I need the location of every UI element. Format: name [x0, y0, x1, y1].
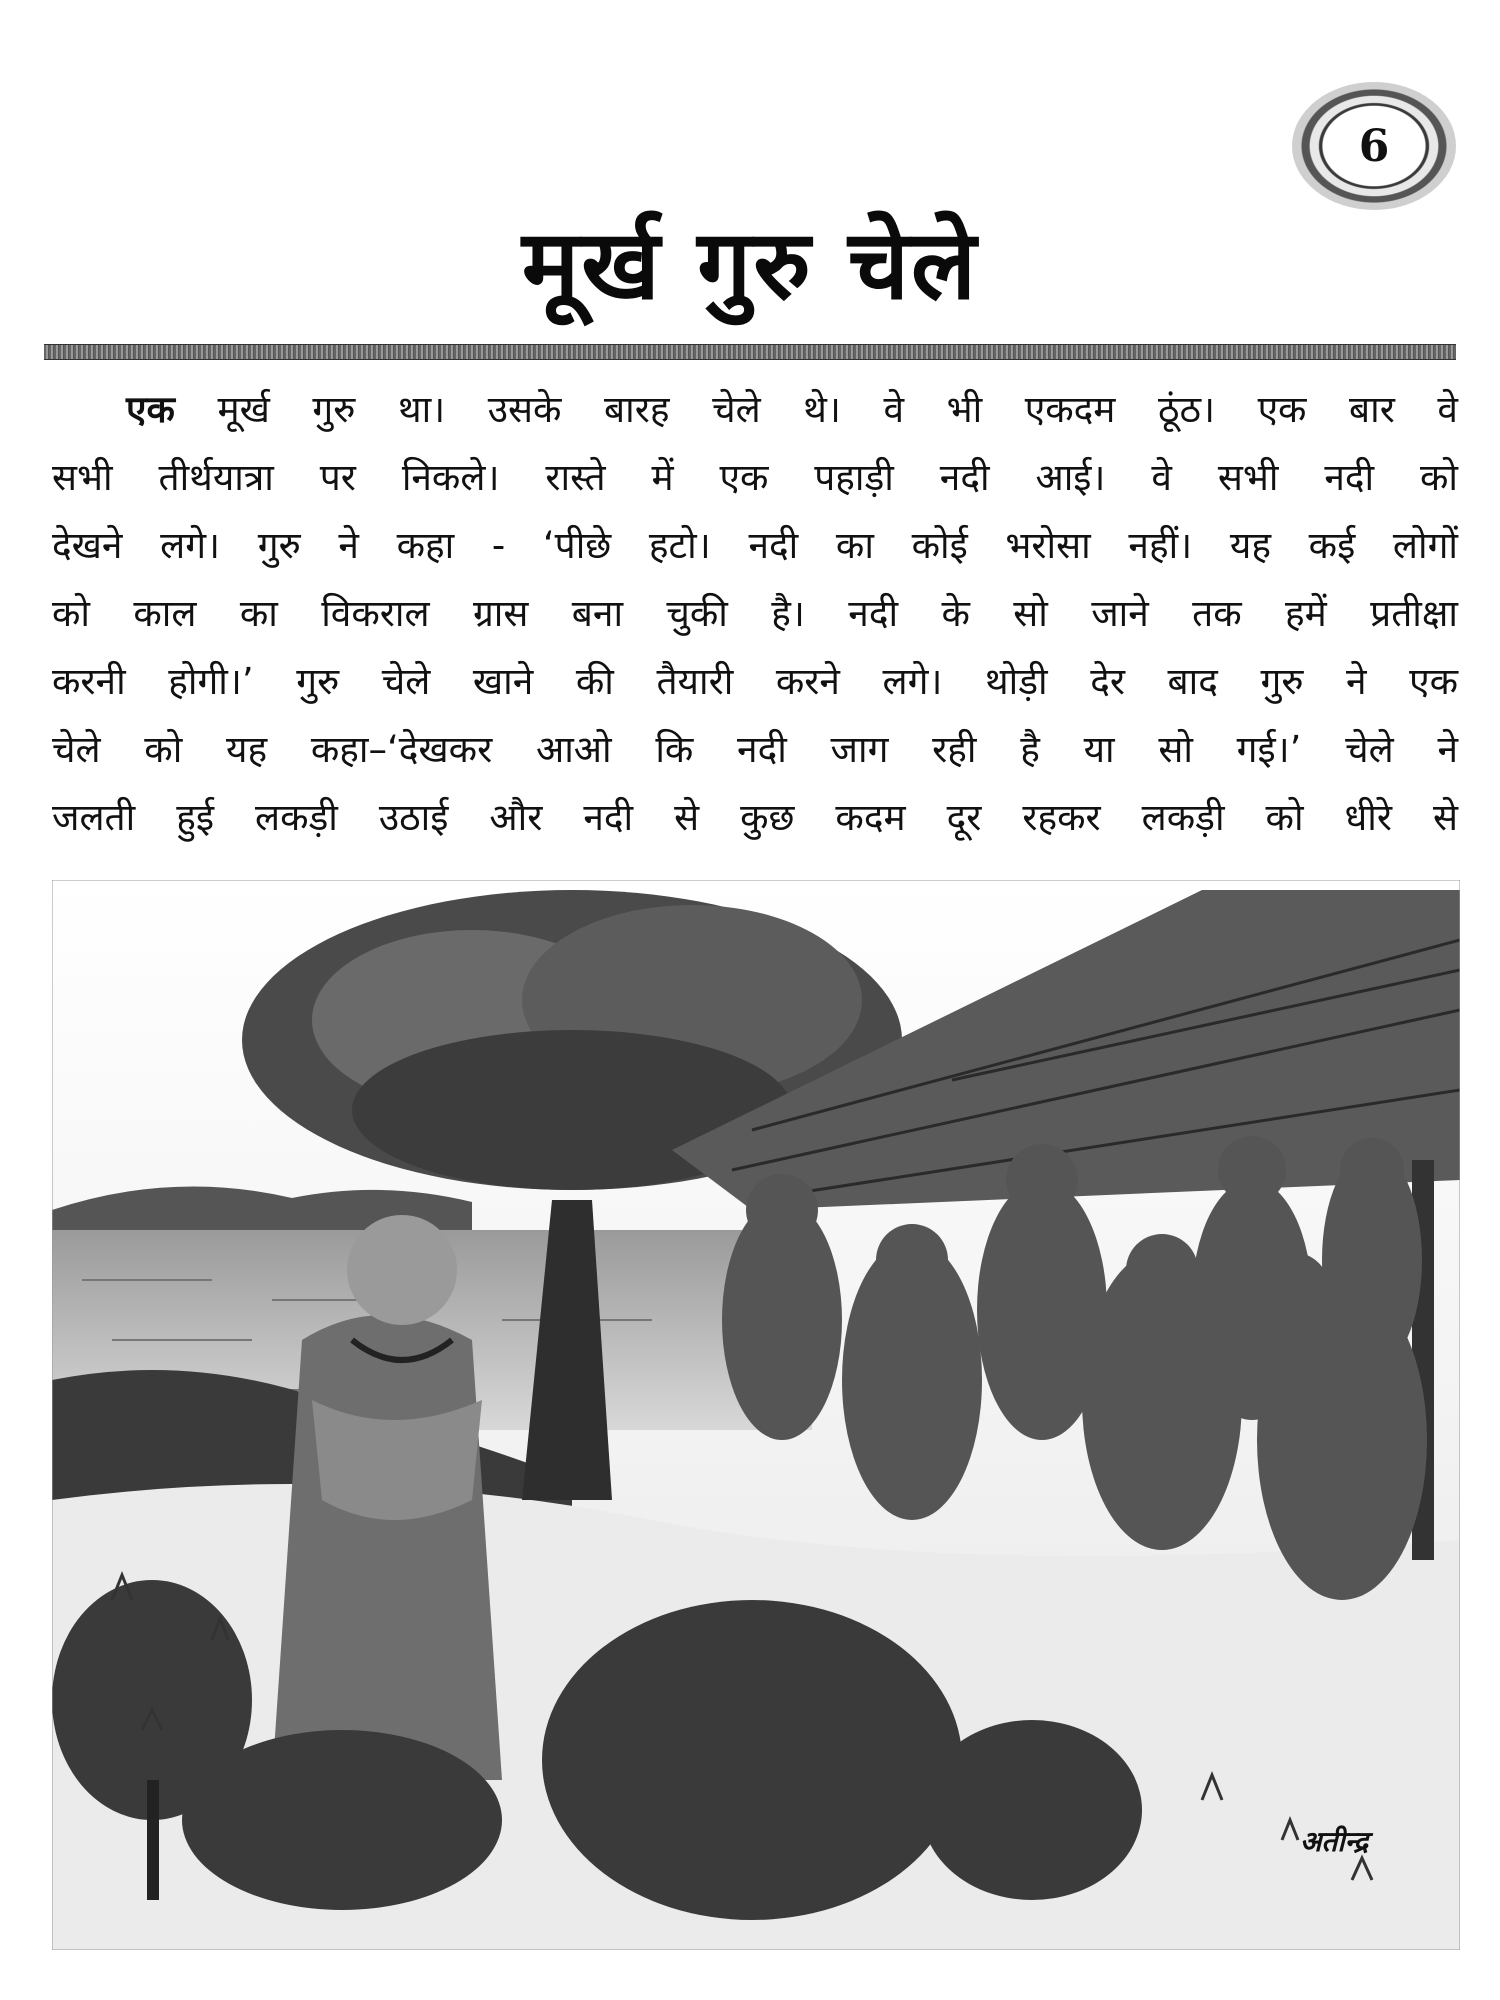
story-line-4: को काल का विकराल ग्रास बना चुकी है। नदी के सो जाने तक हमें प्रतीक्षा — [52, 592, 1458, 635]
story-line-6: चेले को यह कहा–‘देखकर आओ कि नदी जाग रही है या सो गई।’ चेले ने — [52, 728, 1458, 771]
story-line-2: सभी तीर्थयात्रा पर निकले। रास्ते में एक पहाड़ी नदी आई। वे सभी नदी को — [52, 456, 1458, 499]
story-illustration — [52, 880, 1460, 1950]
illustration-drawing — [52, 880, 1460, 1950]
page-number: 6 — [1358, 120, 1390, 172]
story-text — [52, 376, 1458, 852]
artist-signature: अतीन्द्र — [1300, 1825, 1369, 1858]
page-number-badge — [1292, 82, 1456, 210]
story-line-3: देखने लगे। गुरु ने कहा - ‘पीछे हटो। नदी का कोई भरोसा नहीं। यह कई लोगों — [52, 524, 1458, 567]
story-line-7: जलती हुई लकड़ी उठाई और नदी से कुछ कदम दूर रहकर लकड़ी को धीरे से — [52, 796, 1458, 839]
story-lead-word: एक — [126, 388, 175, 431]
story-line-1-rest: मूर्ख गुरु था। उसके बारह चेले थे। वे भी एकदम ठूंठ। एक बार वे — [174, 388, 1458, 431]
story-line-1 — [52, 376, 1458, 444]
story-line-5: करनी होगी।’ गुरु चेले खाने की तैयारी करने लगे। थोड़ी देर बाद गुरु ने एक — [52, 660, 1458, 703]
title-divider — [44, 344, 1456, 360]
story-title: मूर्ख गुरु चेले — [521, 209, 979, 321]
